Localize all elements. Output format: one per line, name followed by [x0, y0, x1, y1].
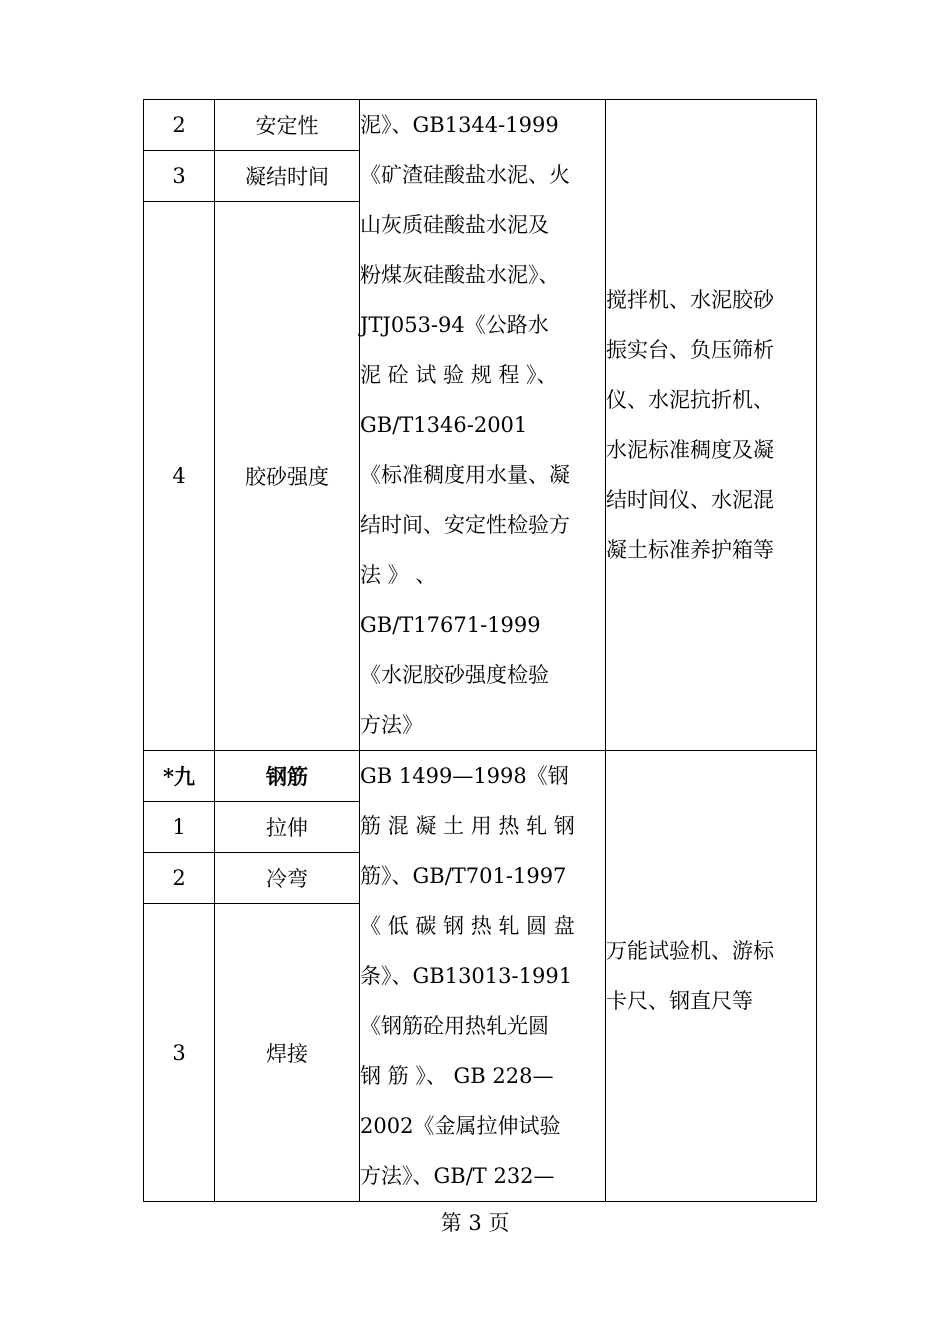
text-line: 凝土标准养护箱等	[606, 538, 774, 562]
text-line: 万能试验机、游标	[606, 939, 774, 963]
text-line: 法 》 、	[360, 563, 437, 587]
table-row	[144, 751, 817, 802]
text-line: 粉煤灰硅酸盐水泥》、	[360, 263, 560, 287]
page-number: 第 3 页	[440, 1211, 510, 1235]
text-line: 结时间、安定性检验方	[360, 513, 570, 537]
row-number: 4	[144, 202, 215, 751]
text-line: 泥 砼 试 验 规 程 》、	[360, 363, 558, 387]
text-line: 筋 混 凝 土 用 热 轧 钢	[360, 814, 575, 838]
row-number: 3	[144, 904, 215, 1202]
text-line: 搅拌机、水泥胶砂	[606, 288, 774, 312]
text-line: JTJ053-94《公路水	[360, 313, 549, 337]
section-title: 钢筋	[215, 751, 360, 802]
equipment-cell	[606, 100, 817, 751]
test-item: 凝结时间	[215, 151, 360, 202]
section-number: *九	[144, 751, 215, 802]
text-line: 筋》、GB/T701-1997	[360, 864, 567, 888]
table-row	[144, 100, 817, 151]
equipment-cell	[606, 751, 817, 1202]
text-line: 《 低 碳 钢 热 轧 圆 盘	[360, 914, 575, 938]
text-line: 2002《金属拉伸试验	[360, 1114, 561, 1138]
test-item: 安定性	[215, 100, 360, 151]
text-line: 振实台、负压筛析	[606, 338, 774, 362]
test-item: 拉伸	[215, 802, 360, 853]
row-number: 1	[144, 802, 215, 853]
row-number: 2	[144, 853, 215, 904]
row-number: 3	[144, 151, 215, 202]
text-line: GB/T17671-1999	[360, 613, 541, 637]
text-line: 钢 筋 》、 GB 228—	[360, 1064, 554, 1088]
test-item: 焊接	[215, 904, 360, 1202]
text-line: 《水泥胶砂强度检验	[360, 663, 549, 687]
text-line: 《钢筋砼用热轧光圆	[360, 1014, 549, 1038]
standards-cell	[360, 100, 606, 751]
standards-cell	[360, 751, 606, 1202]
text-line: GB 1499—1998《钢	[360, 764, 569, 788]
text-line: 水泥标准稠度及凝	[606, 438, 774, 462]
text-line: 泥》、GB1344-1999	[360, 113, 559, 137]
test-standards-table	[143, 99, 817, 1202]
text-line: 方法》	[360, 713, 423, 737]
text-line: 仪、水泥抗折机、	[606, 388, 774, 412]
text-line: GB/T1346-2001	[360, 413, 528, 437]
test-item: 胶砂强度	[215, 202, 360, 751]
text-line: 《标准稠度用水量、凝	[360, 463, 570, 487]
text-line: 《矿渣硅酸盐水泥、火	[360, 163, 570, 187]
text-line: 结时间仪、水泥混	[606, 488, 774, 512]
test-item: 冷弯	[215, 853, 360, 904]
row-number: 2	[144, 100, 215, 151]
text-line: 方法》、GB/T 232—	[360, 1164, 555, 1188]
text-line: 山灰质硅酸盐水泥及	[360, 213, 549, 237]
text-line: 条》、GB13013-1991	[360, 964, 573, 988]
text-line: 卡尺、钢直尺等	[606, 989, 753, 1013]
